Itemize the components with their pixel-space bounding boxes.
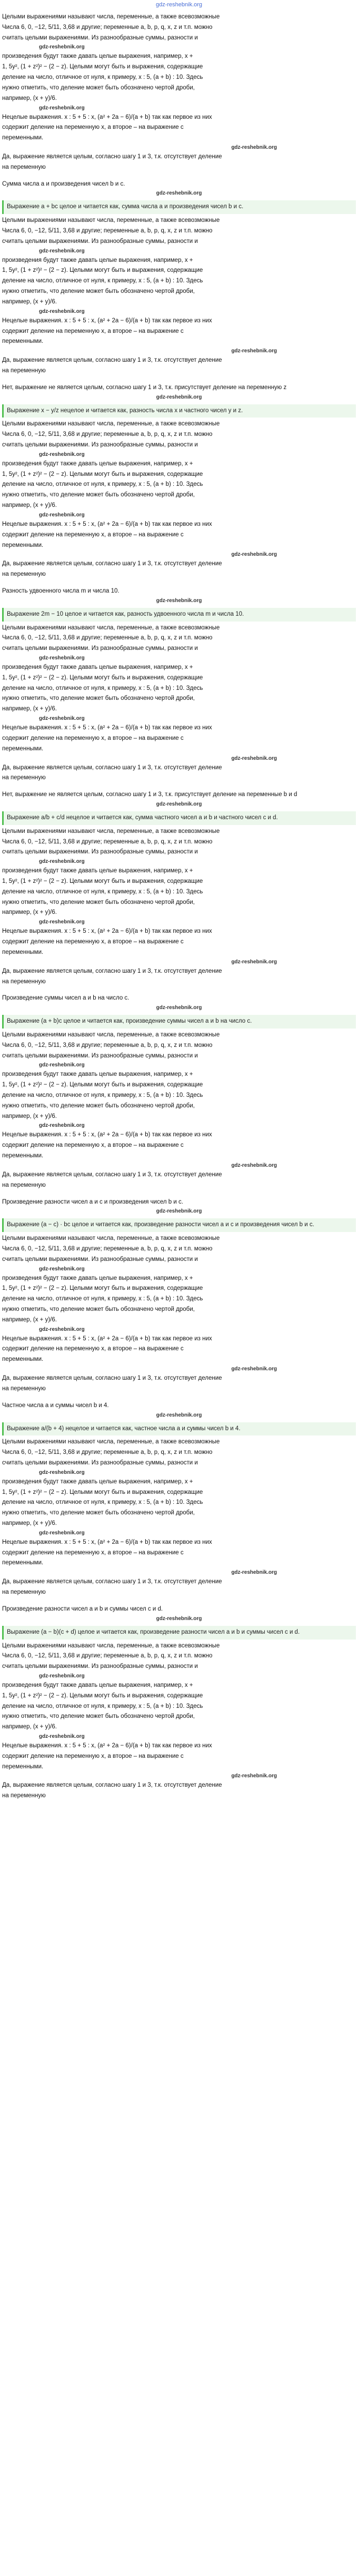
theory-line: переменными. (2, 745, 44, 752)
theory-line: деление на число, отличное от нуля, к примеру, x : 5, (a + b) : 10. Здесь (2, 888, 203, 895)
theory-line: переменными. (2, 1560, 44, 1566)
theory-line: считать целыми выражениями. Из разнообразные суммы, разности и (2, 1459, 198, 1466)
theory-line: нужно отметить, что деление может быть обозначено чертой дроби, (2, 899, 195, 905)
watermark: gdz-reshebnik.org (39, 1266, 85, 1272)
theory-line: произведения будут также давать целые выражения, например, x + (2, 664, 193, 670)
theory-line: Числа 6, 0, −12, 5/11, 3,68 и другие; переменные a, b, p, q, x, z и т.п. можно (2, 1653, 213, 1659)
theory-line: Да, выражение является целым, согласно шагу 1 и 3, т.к. отсутствует деление (2, 1375, 222, 1382)
theory-line: Нецелые выражения. x : 5 + 5 : x, (a² + 2a − 6)/(a + b) так как первое из них (2, 1743, 212, 1749)
theory-line: деление на число, отличное от нуля, к примеру, x : 5, (a + b) : 10. Здесь (2, 481, 203, 488)
watermark: gdz-reshebnik.org (156, 1412, 202, 1418)
watermark: gdz-reshebnik.org (39, 859, 85, 865)
theory-block (2, 1234, 356, 1394)
theory-block (2, 1438, 356, 1597)
watermark: gdz-reshebnik.org (39, 512, 85, 518)
theory-line: переменными. (2, 135, 44, 141)
answer-banner: Выражение (a − b)(c + d) целое и читается как, произведение разности чисел a и b и суммы чисел c и d. (2, 1626, 356, 1640)
section-intro: Разность удвоенного числа m и числа 10. (2, 587, 120, 594)
theory-block (2, 1031, 356, 1190)
theory-line: переменными. (2, 542, 44, 548)
theory-line: Числа 6, 0, −12, 5/11, 3,68 и другие; переменные a, b, p, q, x, z и т.п. можно (2, 838, 213, 845)
theory-line: например, (x + y)/6. (2, 909, 57, 916)
watermark: gdz-reshebnik.org (39, 716, 85, 722)
site-header (2, 0, 356, 9)
theory-line: содержит деление на переменную x, а второе – на выражение с (2, 124, 184, 131)
watermark: gdz-reshebnik.org (231, 959, 277, 965)
theory-line: произведения будут также давать целые выражения, например, x + (2, 1275, 193, 1281)
theory-line: 1, 5y², (1 + z²)² − (2 − z). Целыми могут быть и выражения, содержащие (2, 267, 203, 274)
theory-line: Да, выражение является целым, согласно шагу 1 и 3, т.к. отсутствует деление (2, 357, 222, 364)
watermark: gdz-reshebnik.org (156, 801, 202, 807)
watermark: gdz-reshebnik.org (39, 1062, 85, 1068)
theory-line: нужно отметить, что деление может быть обозначено чертой дроби, (2, 288, 195, 295)
watermark: gdz-reshebnik.org (39, 1326, 85, 1332)
theory-line: деление на число, отличное от нуля, к примеру, x : 5, (a + b) : 10. Здесь (2, 1703, 203, 1709)
section-intro: Сумма числа a и произведения чисел b и c. (2, 180, 125, 187)
section-intro: Произведение суммы чисел a и b на число c. (2, 995, 130, 1002)
section-intro: Нет, выражение не является целым, согласно шагу 1 и 3, т.к. присутствует деление на переменные b и d (2, 791, 297, 798)
theory-line: произведения будут также давать целые выражения, например, x + (2, 1682, 193, 1688)
theory-line: Нецелые выражения. x : 5 + 5 : x, (a² + 2a − 6)/(a + b) так как первое из них (2, 521, 212, 527)
theory-line: Целыми выражениями называют числа, переменные, а также всевозможные (2, 1235, 220, 1242)
watermark: gdz-reshebnik.org (231, 1162, 277, 1168)
theory-line: на переменную (2, 367, 46, 374)
theory-line: содержит деление на переменную x, а второе – на выражение с (2, 328, 184, 334)
theory-line: Числа 6, 0, −12, 5/11, 3,68 и другие; переменные a, b, p, q, x, z и т.п. можно (2, 1449, 213, 1456)
watermark: gdz-reshebnik.org (39, 105, 85, 111)
exercise-section (2, 177, 356, 380)
theory-block (2, 624, 356, 783)
theory-line: 1, 5y², (1 + z²)² − (2 − z). Целыми могут быть и выражения, содержащие (2, 1692, 203, 1699)
theory-line: Да, выражение является целым, согласно шагу 1 и 3, т.к. отсутствует деление (2, 1579, 222, 1585)
theory-line: Нецелые выражения. x : 5 + 5 : x, (a² + 2a − 6)/(a + b) так как первое из них (2, 725, 212, 731)
theory-line: считать целыми выражениями. Из разнообразные суммы, разности и (2, 849, 198, 856)
theory-line: переменными. (2, 949, 44, 955)
watermark: gdz-reshebnik.org (231, 755, 277, 761)
theory-line: Да, выражение является целым, согласно шагу 1 и 3, т.к. отсутствует деление (2, 968, 222, 974)
exercise-section (2, 380, 356, 584)
watermark: gdz-reshebnik.org (231, 1773, 277, 1779)
section-intro: Частное числа a и суммы чисел b и 4. (2, 1402, 109, 1409)
theory-block (2, 1642, 356, 1801)
theory-line: Целыми выражениями называют числа, переменные, а также всевозможные (2, 624, 220, 631)
theory-line: например, (x + y)/6. (2, 95, 57, 101)
watermark: gdz-reshebnik.org (156, 1005, 202, 1011)
watermark: gdz-reshebnik.org (39, 1530, 85, 1536)
watermark: gdz-reshebnik.org (231, 144, 277, 150)
theory-line: считать целыми выражениями. Из разнообразные суммы, разности и (2, 1663, 198, 1670)
answer-banner: Выражение a + bc целое и читается как, сумма числа a и произведения чисел b и c. (2, 200, 356, 214)
theory-line: деление на число, отличное от нуля, к примеру, x : 5, (a + b) : 10. Здесь (2, 1092, 203, 1098)
theory-line: содержит деление на переменную x, а второе – на выражение с (2, 1346, 184, 1352)
theory-line: Числа 6, 0, −12, 5/11, 3,68 и другие; переменные a, b, p, q, x, z и т.п. можно (2, 24, 213, 30)
watermark: gdz-reshebnik.org (231, 348, 277, 354)
theory-line: считать целыми выражениями. Из разнообразные суммы, разности и (2, 34, 198, 41)
theory-line: например, (x + y)/6. (2, 1724, 57, 1730)
theory-line: Нецелые выражения. x : 5 + 5 : x, (a² + 2a − 6)/(a + b) так как первое из них (2, 114, 212, 120)
watermark: gdz-reshebnik.org (156, 190, 202, 197)
watermark: gdz-reshebnik.org (39, 451, 85, 457)
theory-line: Нецелые выражения. x : 5 + 5 : x, (a² + 2a − 6)/(a + b) так как первое из них (2, 1132, 212, 1138)
theory-line: Числа 6, 0, −12, 5/11, 3,68 и другие; переменные a, b, p, q, x, z и т.п. можно (2, 228, 213, 234)
answer-banner: Выражение (a − c) · bc целое и читается как, произведение разности чисел a и c и произведения чисел b и c. (2, 1218, 356, 1232)
theory-line: на переменную (2, 1385, 46, 1392)
theory-line: деление на число, отличное от нуля, к примеру, x : 5, (a + b) : 10. Здесь (2, 685, 203, 691)
theory-line: 1, 5y², (1 + z²)² − (2 − z). Целыми могут быть и выражения, содержащие (2, 1285, 203, 1292)
theory-line: Числа 6, 0, −12, 5/11, 3,68 и другие; переменные a, b, p, q, x, z и т.п. можно (2, 1245, 213, 1252)
theory-line: например, (x + y)/6. (2, 298, 57, 305)
theory-line: нужно отметить, что деление может быть обозначено чертой дроби, (2, 1713, 195, 1720)
watermark: gdz-reshebnik.org (156, 1208, 202, 1215)
theory-line: содержит деление на переменную x, а второе – на выражение с (2, 1753, 184, 1759)
theory-line: нужно отметить, что деление может быть обозначено чертой дроби, (2, 492, 195, 498)
theory-line: Нецелые выражения. x : 5 + 5 : x, (a² + 2a − 6)/(a + b) так как первое из них (2, 928, 212, 935)
theory-line: переменными. (2, 338, 44, 345)
theory-line: Целыми выражениями называют числа, переменные, а также всевозможные (2, 1642, 220, 1649)
exercise-section (2, 584, 356, 787)
watermark: gdz-reshebnik.org (39, 248, 85, 254)
watermark: gdz-reshebnik.org (39, 308, 85, 314)
theory-line: Числа 6, 0, −12, 5/11, 3,68 и другие; переменные a, b, p, q, x, z и т.п. можно (2, 431, 213, 438)
exercise-section (2, 787, 356, 991)
theory-line: 1, 5y², (1 + z²)² − (2 − z). Целыми могут быть и выражения, содержащие (2, 878, 203, 884)
watermark: gdz-reshebnik.org (39, 1734, 85, 1739)
watermark: gdz-reshebnik.org (156, 1615, 202, 1622)
exercise-section (2, 1398, 356, 1602)
theory-line: нужно отметить, что деление может быть обозначено чертой дроби, (2, 1102, 195, 1109)
theory-line: деление на число, отличное от нуля, к примеру, x : 5, (a + b) : 10. Здесь (2, 1296, 203, 1302)
theory-line: на переменную (2, 1589, 46, 1596)
theory-line: переменными. (2, 1356, 44, 1363)
theory-block (2, 827, 356, 987)
watermark: gdz-reshebnik.org (156, 597, 202, 604)
theory-line: Целыми выражениями называют числа, переменные, а также всевозможные (2, 1439, 220, 1445)
watermark: gdz-reshebnik.org (39, 1673, 85, 1679)
watermark: gdz-reshebnik.org (156, 394, 202, 400)
theory-line: на переменную (2, 571, 46, 578)
theory-line: переменными. (2, 1153, 44, 1159)
answer-banner: Выражение x − y/z нецелое и читается как, разность числа x и частного чисел y и z. (2, 404, 356, 418)
theory-line: содержит деление на переменную x, а второе – на выражение с (2, 735, 184, 741)
theory-line: считать целыми выражениями. Из разнообразные суммы, разности и (2, 1256, 198, 1262)
watermark: gdz-reshebnik.org (231, 1366, 277, 1372)
theory-line: Да, выражение является целым, согласно шагу 1 и 3, т.к. отсутствует деление (2, 764, 222, 771)
theory-line: Да, выражение является целым, согласно шагу 1 и 3, т.к. отсутствует деление (2, 1782, 222, 1789)
watermark: gdz-reshebnik.org (39, 1469, 85, 1475)
watermark: gdz-reshebnik.org (39, 919, 85, 925)
theory-line: 1, 5y², (1 + z²)² − (2 − z). Целыми могут быть и выражения, содержащие (2, 64, 203, 70)
theory-line: нужно отметить, что деление может быть обозначено чертой дроби, (2, 1510, 195, 1516)
site-name[interactable]: gdz-reshebnik.org (155, 2, 203, 8)
theory-line: Нецелые выражения. x : 5 + 5 : x, (a² + 2a − 6)/(a + b) так как первое из них (2, 1539, 212, 1545)
theory-line: произведения будут также давать целые выражения, например, x + (2, 1478, 193, 1485)
theory-line: на переменную (2, 164, 46, 170)
theory-line: считать целыми выражениями. Из разнообразные суммы, разности и (2, 442, 198, 448)
theory-line: например, (x + y)/6. (2, 1316, 57, 1323)
watermark: gdz-reshebnik.org (231, 552, 277, 558)
theory-line: 1, 5y², (1 + z²)² − (2 − z). Целыми могут быть и выражения, содержащие (2, 1489, 203, 1495)
answer-banner: Выражение a/(b + 4) нецелое и читается как, частное числа a и суммы чисел b и 4. (2, 1422, 356, 1436)
exercise-section (2, 1195, 356, 1398)
section-intro: Произведение разности чисел a и c и произведения чисел b и c. (2, 1198, 183, 1205)
theory-line: например, (x + y)/6. (2, 1113, 57, 1119)
theory-line: считать целыми выражениями. Из разнообразные суммы, разности и (2, 1052, 198, 1059)
theory-line: например, (x + y)/6. (2, 502, 57, 509)
section-intro: Произведение разности чисел a и b и суммы чисел c и d. (2, 1605, 163, 1612)
watermark: gdz-reshebnik.org (39, 1123, 85, 1129)
theory-line: произведения будут также давать целые выражения, например, x + (2, 868, 193, 874)
theory-line: произведения будут также давать целые выражения, например, x + (2, 1071, 193, 1078)
section-intro: Нет, выражение не является целым, согласно шагу 1 и 3, т.к. присутствует деление на переменную z (2, 384, 287, 391)
theory-line: Да, выражение является целым, согласно шагу 1 и 3, т.к. отсутствует деление (2, 561, 222, 567)
answer-banner: Выражение (a + b)c целое и читается как, произведение суммы чисел a и b на число c. (2, 1015, 356, 1029)
theory-line: Целыми выражениями называют числа, переменные, а также всевозможные (2, 828, 220, 834)
theory-block (2, 216, 356, 376)
theory-line: Целыми выражениями называют числа, переменные, а также всевозможные (2, 14, 220, 20)
theory-line: нужно отметить, что деление может быть обозначено чертой дроби, (2, 695, 195, 702)
theory-line: содержит деление на переменную x, а второе – на выражение с (2, 531, 184, 538)
theory-block (2, 420, 356, 579)
theory-line: Целыми выражениями называют числа, переменные, а также всевозможные (2, 217, 220, 224)
watermark: gdz-reshebnik.org (39, 655, 85, 661)
theory-line: произведения будут также давать целые выражения, например, x + (2, 53, 193, 60)
theory-line: 1, 5y², (1 + z²)² − (2 − z). Целыми могут быть и выражения, содержащие (2, 471, 203, 477)
theory-line: Да, выражение является целым, согласно шагу 1 и 3, т.к. отсутствует деление (2, 153, 222, 160)
theory-line: например, (x + y)/6. (2, 1520, 57, 1526)
theory-line: Целыми выражениями называют числа, переменные, а также всевозможные (2, 1031, 220, 1038)
theory-line: Целыми выражениями называют числа, переменные, а также всевозможные (2, 421, 220, 427)
theory-line: произведения будут также давать целые выражения, например, x + (2, 460, 193, 467)
theory-line: Числа 6, 0, −12, 5/11, 3,68 и другие; переменные a, b, p, q, x, z и т.п. можно (2, 635, 213, 642)
watermark: gdz-reshebnik.org (231, 1570, 277, 1576)
theory-line: деление на число, отличное от нуля, к примеру, x : 5, (a + b) : 10. Здесь (2, 1499, 203, 1506)
theory-line: Числа 6, 0, −12, 5/11, 3,68 и другие; переменные a, b, p, q, x, z и т.п. можно (2, 1042, 213, 1048)
theory-line: 1, 5y², (1 + z²)² − (2 − z). Целыми могут быть и выражения, содержащие (2, 674, 203, 681)
exercise-section (2, 1602, 356, 1805)
answer-banner: Выражение 2m − 10 целое и читается как, разность удвоенного числа m и числа 10. (2, 608, 356, 622)
theory-line: на переменную (2, 1182, 46, 1188)
theory-line: нужно отметить, что деление может быть обозначено чертой дроби, (2, 84, 195, 91)
theory-line: считать целыми выражениями. Из разнообразные суммы, разности и (2, 645, 198, 652)
watermark: gdz-reshebnik.org (39, 44, 85, 50)
theory-line: деление на число, отличное от нуля, к примеру, x : 5, (a + b) : 10. Здесь (2, 74, 203, 81)
theory-line: считать целыми выражениями. Из разнообразные суммы, разности и (2, 238, 198, 245)
theory-block (2, 9, 356, 177)
theory-line: Нецелые выражения. x : 5 + 5 : x, (a² + 2a − 6)/(a + b) так как первое из них (2, 1335, 212, 1342)
theory-line: Нецелые выражения. x : 5 + 5 : x, (a² + 2a − 6)/(a + b) так как первое из них (2, 317, 212, 324)
theory-line: нужно отметить, что деление может быть обозначено чертой дроби, (2, 1306, 195, 1312)
content (2, 9, 356, 1805)
theory-line: на переменную (2, 775, 46, 781)
theory-line: деление на число, отличное от нуля, к примеру, x : 5, (a + b) : 10. Здесь (2, 278, 203, 284)
theory-line: Да, выражение является целым, согласно шагу 1 и 3, т.к. отсутствует деление (2, 1171, 222, 1178)
answer-banner: Выражение a/b + c/d нецелое и читается как, сумма частного чисел a и b и частного чисел c и d. (2, 811, 356, 825)
theory-line: содержит деление на переменную x, а второе – на выражение с (2, 1142, 184, 1149)
theory-line: произведения будут также давать целые выражения, например, x + (2, 257, 193, 263)
exercise-section (2, 991, 356, 1194)
theory-line: содержит деление на переменную x, а второе – на выражение с (2, 939, 184, 945)
theory-line: например, (x + y)/6. (2, 706, 57, 712)
theory-line: 1, 5y², (1 + z²)² − (2 − z). Целыми могут быть и выражения, содержащие (2, 1082, 203, 1088)
theory-line: на переменную (2, 978, 46, 985)
theory-line: содержит деление на переменную x, а второе – на выражение с (2, 1549, 184, 1556)
theory-line: переменными. (2, 1763, 44, 1770)
theory-line: на переменную (2, 1793, 46, 1799)
